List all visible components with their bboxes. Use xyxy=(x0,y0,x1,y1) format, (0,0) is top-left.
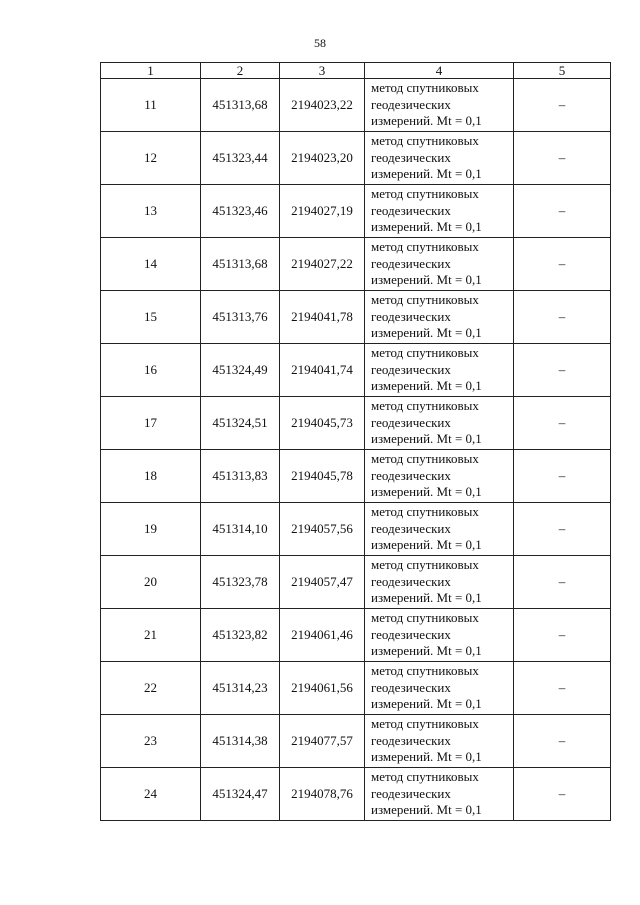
x-coordinate-cell: 451314,23 xyxy=(201,662,280,715)
method-cell: метод спутниковых геодезических измерений. Mt = 0,1 xyxy=(365,185,514,238)
x-coordinate-cell: 451313,68 xyxy=(201,238,280,291)
page-number: 58 xyxy=(314,36,326,50)
x-coordinate-cell: 451314,10 xyxy=(201,503,280,556)
y-coordinate-cell: 2194057,47 xyxy=(280,556,365,609)
point-number-cell: 24 xyxy=(101,768,201,821)
y-coordinate-cell: 2194041,78 xyxy=(280,291,365,344)
y-coordinate-cell: 2194045,78 xyxy=(280,450,365,503)
method-cell: метод спутниковых геодезических измерений. Mt = 0,1 xyxy=(365,397,514,450)
method-cell: метод спутниковых геодезических измерений. Mt = 0,1 xyxy=(365,609,514,662)
table-row xyxy=(101,556,611,609)
column-header: 2 xyxy=(201,63,280,79)
note-cell: – xyxy=(514,238,611,291)
point-number-cell: 17 xyxy=(101,397,201,450)
method-cell: метод спутниковых геодезических измерений. Mt = 0,1 xyxy=(365,238,514,291)
table-row xyxy=(101,291,611,344)
method-cell: метод спутниковых геодезических измерений. Mt = 0,1 xyxy=(365,662,514,715)
method-cell: метод спутниковых геодезических измерений. Mt = 0,1 xyxy=(365,715,514,768)
x-coordinate-cell: 451323,44 xyxy=(201,132,280,185)
method-cell: метод спутниковых геодезических измерений. Mt = 0,1 xyxy=(365,768,514,821)
table-row xyxy=(101,132,611,185)
y-coordinate-cell: 2194041,74 xyxy=(280,344,365,397)
table-row xyxy=(101,185,611,238)
x-coordinate-cell: 451324,47 xyxy=(201,768,280,821)
note-cell: – xyxy=(514,503,611,556)
x-coordinate-cell: 451324,51 xyxy=(201,397,280,450)
x-coordinate-cell: 451313,68 xyxy=(201,79,280,132)
point-number-cell: 16 xyxy=(101,344,201,397)
point-number-cell: 20 xyxy=(101,556,201,609)
header-row xyxy=(101,63,611,79)
note-cell: – xyxy=(514,662,611,715)
table-row xyxy=(101,662,611,715)
point-number-cell: 15 xyxy=(101,291,201,344)
y-coordinate-cell: 2194027,19 xyxy=(280,185,365,238)
point-number-cell: 11 xyxy=(101,79,201,132)
point-number-cell: 23 xyxy=(101,715,201,768)
note-cell: – xyxy=(514,556,611,609)
note-cell: – xyxy=(514,79,611,132)
note-cell: – xyxy=(514,768,611,821)
column-header: 4 xyxy=(365,63,514,79)
point-number-cell: 14 xyxy=(101,238,201,291)
coordinates-table xyxy=(100,62,611,821)
method-cell: метод спутниковых геодезических измерений. Mt = 0,1 xyxy=(365,344,514,397)
table-row xyxy=(101,450,611,503)
y-coordinate-cell: 2194077,57 xyxy=(280,715,365,768)
table-row xyxy=(101,344,611,397)
y-coordinate-cell: 2194023,20 xyxy=(280,132,365,185)
note-cell: – xyxy=(514,609,611,662)
x-coordinate-cell: 451313,76 xyxy=(201,291,280,344)
note-cell: – xyxy=(514,185,611,238)
table-row xyxy=(101,609,611,662)
method-cell: метод спутниковых геодезических измерений. Mt = 0,1 xyxy=(365,503,514,556)
method-cell: метод спутниковых геодезических измерений. Mt = 0,1 xyxy=(365,132,514,185)
note-cell: – xyxy=(514,132,611,185)
column-header: 1 xyxy=(101,63,201,79)
method-cell: метод спутниковых геодезических измерений. Mt = 0,1 xyxy=(365,450,514,503)
y-coordinate-cell: 2194057,56 xyxy=(280,503,365,556)
table-row xyxy=(101,715,611,768)
point-number-cell: 12 xyxy=(101,132,201,185)
y-coordinate-cell: 2194045,73 xyxy=(280,397,365,450)
y-coordinate-cell: 2194061,46 xyxy=(280,609,365,662)
x-coordinate-cell: 451313,83 xyxy=(201,450,280,503)
point-number-cell: 22 xyxy=(101,662,201,715)
x-coordinate-cell: 451323,82 xyxy=(201,609,280,662)
note-cell: – xyxy=(514,344,611,397)
x-coordinate-cell: 451314,38 xyxy=(201,715,280,768)
table-row xyxy=(101,397,611,450)
note-cell: – xyxy=(514,715,611,768)
method-cell: метод спутниковых геодезических измерений. Mt = 0,1 xyxy=(365,79,514,132)
method-cell: метод спутниковых геодезических измерений. Mt = 0,1 xyxy=(365,291,514,344)
point-number-cell: 18 xyxy=(101,450,201,503)
y-coordinate-cell: 2194061,56 xyxy=(280,662,365,715)
y-coordinate-cell: 2194023,22 xyxy=(280,79,365,132)
table-row xyxy=(101,238,611,291)
y-coordinate-cell: 2194027,22 xyxy=(280,238,365,291)
y-coordinate-cell: 2194078,76 xyxy=(280,768,365,821)
column-header: 3 xyxy=(280,63,365,79)
column-header: 5 xyxy=(514,63,611,79)
note-cell: – xyxy=(514,291,611,344)
point-number-cell: 13 xyxy=(101,185,201,238)
x-coordinate-cell: 451323,78 xyxy=(201,556,280,609)
note-cell: – xyxy=(514,450,611,503)
table-row xyxy=(101,79,611,132)
x-coordinate-cell: 451324,49 xyxy=(201,344,280,397)
note-cell: – xyxy=(514,397,611,450)
method-cell: метод спутниковых геодезических измерений. Mt = 0,1 xyxy=(365,556,514,609)
point-number-cell: 19 xyxy=(101,503,201,556)
point-number-cell: 21 xyxy=(101,609,201,662)
x-coordinate-cell: 451323,46 xyxy=(201,185,280,238)
table-row xyxy=(101,768,611,821)
table-row xyxy=(101,503,611,556)
